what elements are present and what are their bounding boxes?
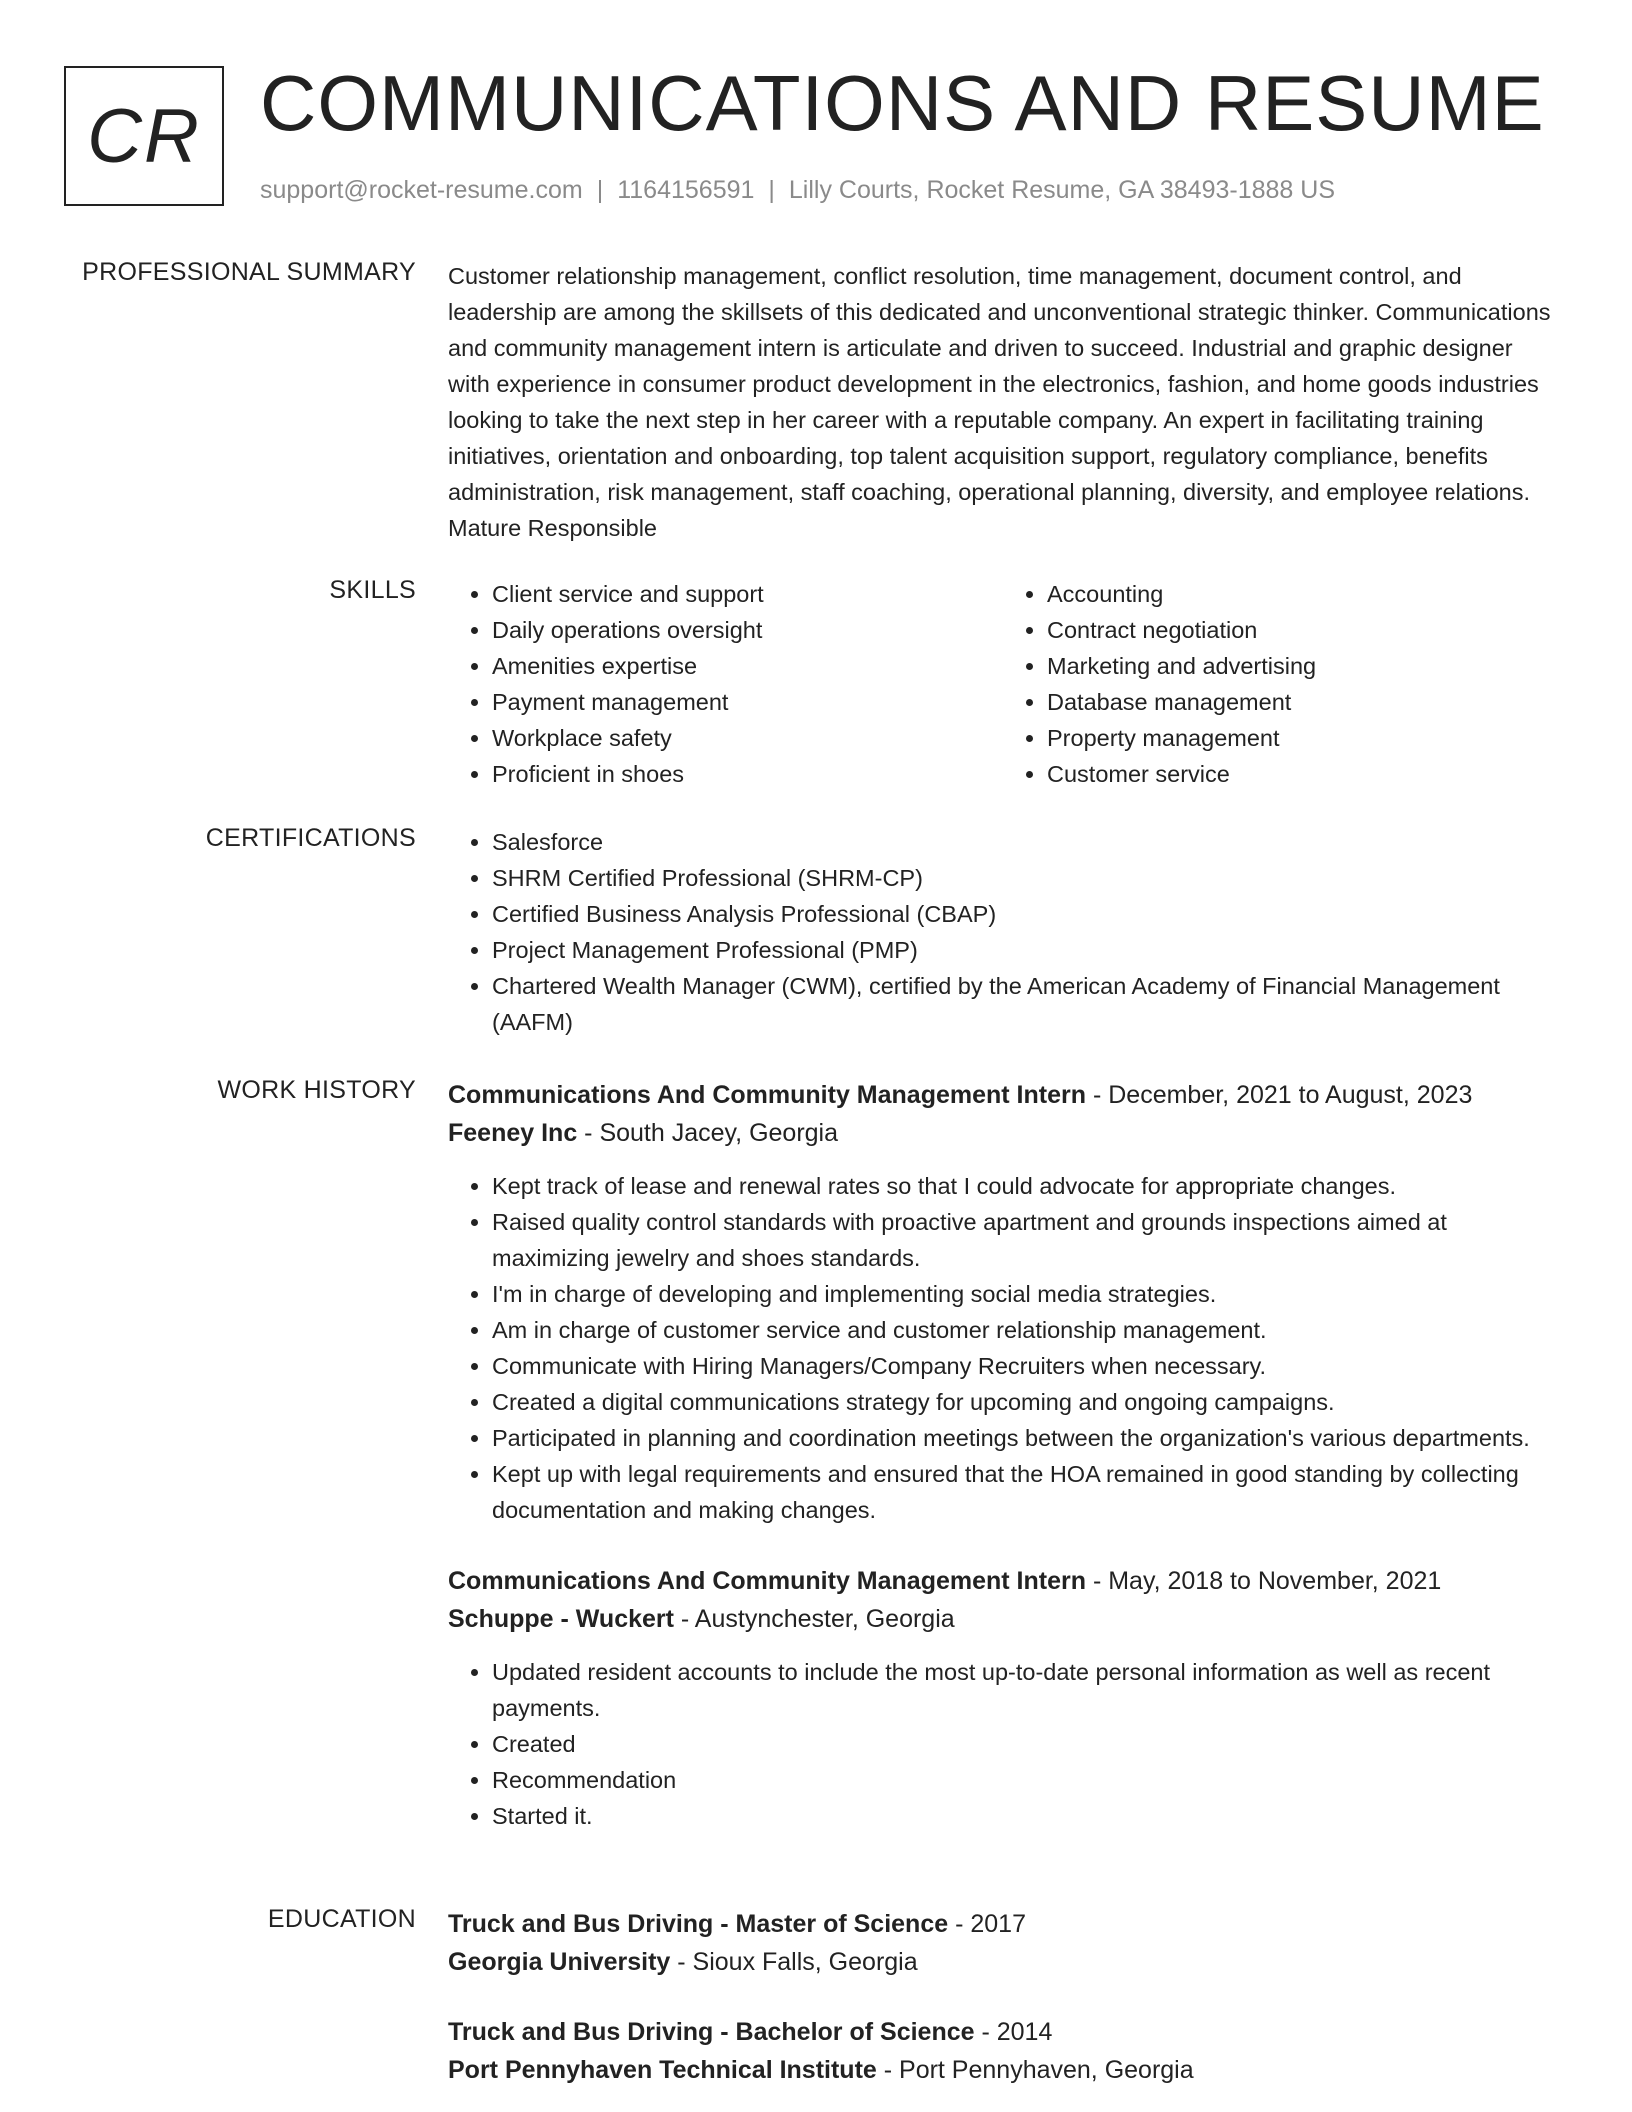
skills-column-right	[1003, 576, 1558, 792]
job-duty: • Created	[492, 1726, 1558, 1762]
contact-line	[260, 176, 1335, 205]
job-duties	[448, 1654, 1558, 1834]
skills-list	[448, 576, 1558, 792]
degree: Truck and Bus Driving - Bachelor of Science	[448, 2018, 975, 2046]
job-entry	[448, 1562, 1558, 1834]
job-duty: • Raised quality control standards with proactive apartment and grounds inspections aimed at maximizing jewelry and shoes standards.	[492, 1204, 1558, 1276]
skill-item: • Customer service	[1047, 756, 1558, 792]
education-entry	[448, 1905, 1558, 1981]
work-history-list	[448, 1076, 1558, 1834]
monogram-logo: CR	[64, 66, 224, 206]
skill-item: • Contract negotiation	[1047, 612, 1558, 648]
certification-item: • Project Management Professional (PMP)	[492, 932, 1558, 968]
certifications-list	[448, 824, 1558, 1040]
school-location: - Sioux Falls, Georgia	[670, 1948, 918, 1976]
job-duty: • Am in charge of customer service and customer relationship management.	[492, 1312, 1558, 1348]
school: Port Pennyhaven Technical Institute	[448, 2056, 877, 2084]
job-dates: - December, 2021 to August, 2023	[1086, 1081, 1473, 1109]
job-duty: • Kept up with legal requirements and ensured that the HOA remained in good standing by collecting documentation and making changes.	[492, 1456, 1558, 1528]
job-title: Communications And Community Management Intern	[448, 1567, 1087, 1595]
certification-item: • Chartered Wealth Manager (CWM), certified by the American Academy of Financial Management (AAFM)	[492, 968, 1558, 1040]
skill-item: • Amenities expertise	[492, 648, 1003, 684]
job-company-line	[448, 1114, 1558, 1152]
degree-line	[448, 1905, 1558, 1943]
skill-item: • Client service and support	[492, 576, 1003, 612]
school-line	[448, 2051, 1558, 2089]
job-duty: • Recommendation	[492, 1762, 1558, 1798]
contact-separator: |	[768, 176, 775, 204]
job-duty: • I'm in charge of developing and implementing social media strategies.	[492, 1276, 1558, 1312]
skill-item: • Accounting	[1047, 576, 1558, 612]
job-company: Feeney Inc	[448, 1119, 578, 1147]
job-entry	[448, 1076, 1558, 1528]
school: Georgia University	[448, 1948, 671, 1976]
job-duty: • Updated resident accounts to include the most up-to-date personal information as well as recent payments.	[492, 1654, 1558, 1726]
job-company-line	[448, 1600, 1558, 1638]
job-duty: • Kept track of lease and renewal rates so that I could advocate for appropriate changes.	[492, 1168, 1558, 1204]
job-duty: • Communicate with Hiring Managers/Company Recruiters when necessary.	[492, 1348, 1558, 1384]
resume-title: COMMUNICATIONS AND RESUME	[260, 59, 1545, 147]
job-location: - South Jacey, Georgia	[577, 1119, 839, 1147]
job-duty: • Participated in planning and coordination meetings between the organization's various departments.	[492, 1420, 1558, 1456]
job-dates: - May, 2018 to November, 2021	[1086, 1567, 1442, 1595]
job-location: - Austynchester, Georgia	[673, 1605, 955, 1633]
skill-item: • Proficient in shoes	[492, 756, 1003, 792]
job-title-line	[448, 1562, 1558, 1600]
skill-item: • Database management	[1047, 684, 1558, 720]
certifications-label: CERTIFICATIONS	[205, 824, 416, 852]
education-list	[448, 1905, 1558, 2089]
degree-year: - 2017	[948, 1910, 1026, 1938]
summary-label: PROFESSIONAL SUMMARY	[82, 258, 416, 286]
skill-item: • Property management	[1047, 720, 1558, 756]
contact-address: Lilly Courts, Rocket Resume, GA 38493-1888 US	[788, 176, 1335, 204]
skill-item: • Workplace safety	[492, 720, 1003, 756]
school-location: - Port Pennyhaven, Georgia	[876, 2056, 1194, 2084]
skill-item: • Marketing and advertising	[1047, 648, 1558, 684]
job-duties	[448, 1168, 1558, 1528]
contact-phone[interactable]: 1164156591	[617, 176, 755, 204]
certification-item: • Salesforce	[492, 824, 1558, 860]
job-duty: • Started it.	[492, 1798, 1558, 1834]
education-label: EDUCATION	[267, 1905, 416, 1933]
job-title: Communications And Community Management Intern	[448, 1081, 1087, 1109]
degree: Truck and Bus Driving - Master of Science	[448, 1910, 949, 1938]
work-history-label: WORK HISTORY	[217, 1076, 416, 1104]
skill-item: • Payment management	[492, 684, 1003, 720]
contact-separator: |	[596, 176, 604, 204]
job-title-line	[448, 1076, 1558, 1114]
certification-item: • SHRM Certified Professional (SHRM-CP)	[492, 860, 1558, 896]
job-duty: • Created a digital communications strategy for upcoming and ongoing campaigns.	[492, 1384, 1558, 1420]
certification-item: • Certified Business Analysis Professional (CBAP)	[492, 896, 1558, 932]
school-line	[448, 1943, 1558, 1981]
skills-column-left	[448, 576, 1003, 792]
degree-year: - 2014	[974, 2018, 1053, 2046]
degree-line	[448, 2013, 1558, 2051]
education-entry	[448, 2013, 1558, 2089]
summary-text: Customer relationship management, conflict resolution, time management, document control, and leadership are among the skillsets of this dedicated and unconventional strategic thinker. Communications and community management intern is articulate and driven to succeed. Industrial and graphic designer with experience in consumer product development in the electronics, fashion, and home goods industries looking to take the next step in her career with a reputable company. An expert in facilitating training initiatives, orientation and onboarding, top talent acquisition support, regulatory compliance, benefits administration, risk management, staff coaching, operational planning, diversity, and employee relations. Mature Responsible	[448, 263, 1551, 541]
skill-item: • Daily operations oversight	[492, 612, 1003, 648]
job-company: Schuppe - Wuckert	[448, 1605, 674, 1633]
skills-label: SKILLS	[329, 576, 416, 604]
contact-email[interactable]: support@rocket-resume.com	[260, 176, 583, 204]
